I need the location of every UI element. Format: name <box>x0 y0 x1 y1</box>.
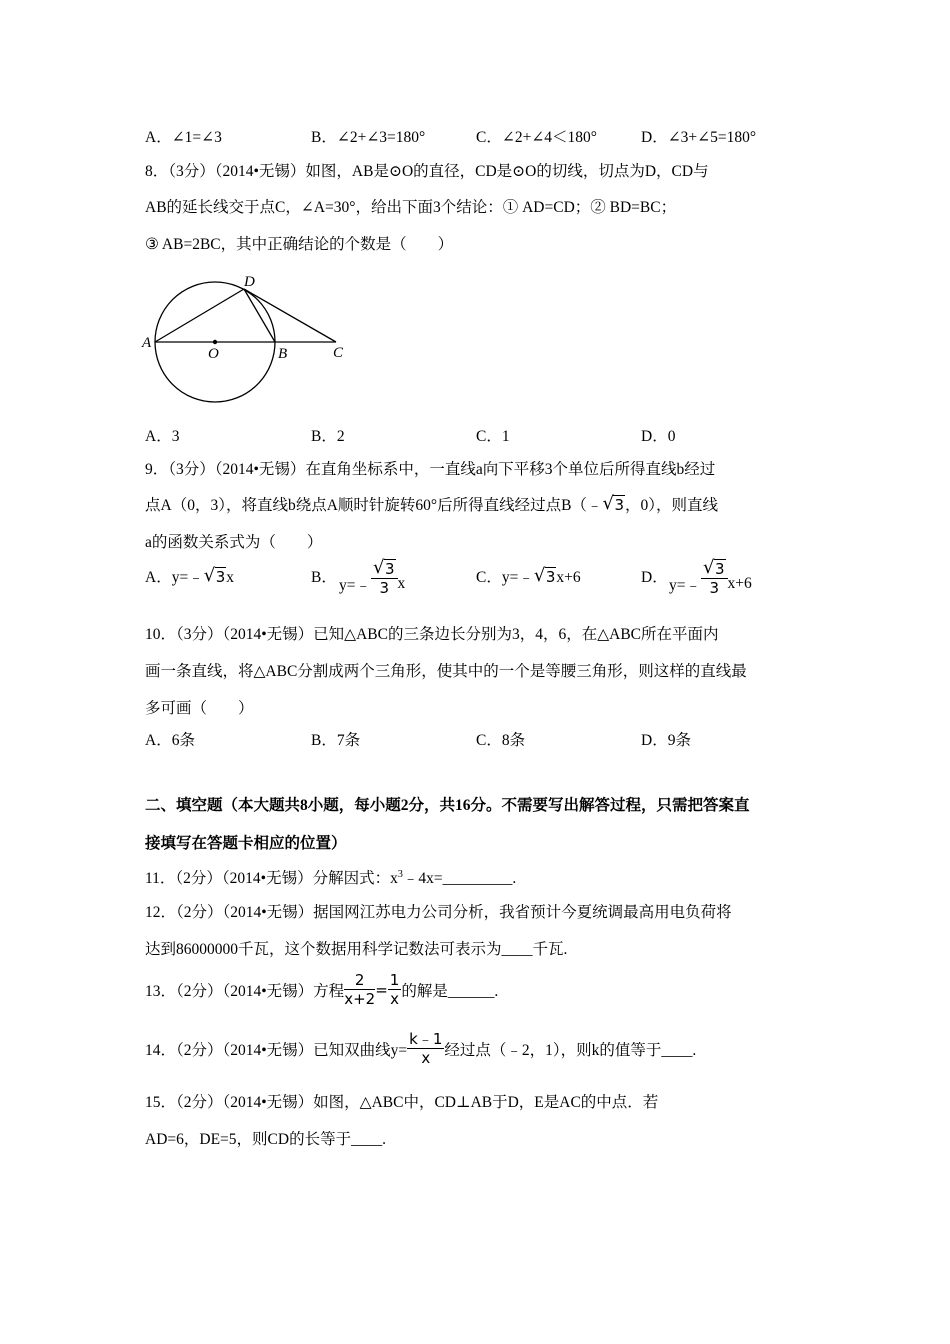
q11-line <box>145 866 516 888</box>
q9-option-c-sqrt-value: 3 <box>545 568 556 586</box>
q8-option-c: C．1 <box>476 428 510 445</box>
q7-option-b: B．∠2+∠3=180° <box>311 129 426 146</box>
q14-post: 经过点（﹣2，1），则k的值等于____. <box>444 1042 697 1059</box>
q13-fraction-2-den: x <box>390 990 399 1008</box>
q9-option-c-sqrt: √ 3 <box>533 565 556 586</box>
q9-option-b-fraction: √ 3 3 <box>371 562 398 596</box>
q8-option-b: B．2 <box>311 428 345 445</box>
q10-option-c: C．8条 <box>476 732 526 749</box>
section-2-heading-line-2: 接填写在答题卡相应的位置） <box>145 835 347 852</box>
q8-line-3: ③ AB=2BC，其中正确结论的个数是（ ） <box>145 236 454 253</box>
q11-pre: 11．（2分）（2014•无锡）分解因式：x <box>145 870 398 887</box>
q9-option-a-sqrt-value: 3 <box>215 568 226 586</box>
q9-option-d-den: 3 <box>709 579 720 597</box>
q12-line-2: 达到86000000千瓦，这个数据用科学记数法可表示为____千瓦. <box>145 941 568 958</box>
q9-option-c-post: x+6 <box>556 569 581 586</box>
q10-option-b: B．7条 <box>311 732 361 749</box>
q9-option-d-fraction: √ 3 3 <box>701 562 728 596</box>
q9-option-a-post: x <box>226 569 234 586</box>
q9-option-b-pre: y=﹣ <box>339 577 371 594</box>
q9-line-2-pre: 点A（0，3），将直线b绕点A顺时针旋转60°后所得直线经过点B（﹣ <box>145 497 603 514</box>
q15-line-2: AD=6，DE=5，则CD的长等于____. <box>145 1131 386 1148</box>
q9-sqrt-value: 3 <box>614 496 624 514</box>
line-dc <box>244 289 336 342</box>
q9-option-b-expr <box>339 557 406 597</box>
label-d: D <box>244 274 255 290</box>
q10-line-1: 10．（3分）（2014•无锡）已知△ABC的三条边长分别为3，4，6，在△ABC所在平面内 <box>145 626 719 643</box>
q13-pre: 13．（2分）（2014•无锡）方程 <box>145 983 345 1000</box>
q9-line-2-post: ，0），则直线 <box>624 497 718 514</box>
line-db <box>244 289 275 342</box>
q9-option-d-label: D． <box>641 569 668 586</box>
q9-line-1: 9．（3分）（2014•无锡）在直角坐标系中，一直线a向下平移3个单位后所得直线b经过 <box>145 461 716 478</box>
q14-fraction-num: k﹣1 <box>409 1030 443 1048</box>
q9-option-b-den: 3 <box>379 579 390 597</box>
q8-option-d: D．0 <box>641 428 676 445</box>
q9-option-c-label: C． <box>476 569 502 586</box>
q9-option-d-expr <box>669 557 752 597</box>
section-2-heading-line-1: 二、填空题（本大题共8小题，每小题2分，共16分。不需要写出解答过程，只需把答案直 <box>145 797 750 814</box>
q9-sqrt: √ 3 <box>602 493 624 514</box>
q13-fraction-1-den: x+2 <box>344 990 376 1008</box>
center-dot <box>213 340 217 344</box>
q10-option-a: A．6条 <box>145 732 195 749</box>
q9-option-b-num: 3 <box>385 560 395 578</box>
q10-option-d: D．9条 <box>641 732 691 749</box>
label-b: B <box>278 346 288 362</box>
q10-line-3: 多可画（ ） <box>145 700 254 717</box>
q11-exponent: 3 <box>397 868 403 880</box>
q9-option-a-label: A． <box>145 569 172 586</box>
q8-option-a: A．3 <box>145 428 180 445</box>
q9-option-d-post: x+6 <box>727 575 752 592</box>
q9-line-2 <box>145 493 718 515</box>
q9-option-a <box>145 565 234 587</box>
line-ad <box>155 289 244 342</box>
q8-circle-figure <box>140 268 360 403</box>
q9-option-b-post: x <box>397 575 406 592</box>
q7-option-d: D．∠3+∠5=180° <box>641 129 757 146</box>
q7-option-c: C．∠2+∠4＜180° <box>476 129 598 146</box>
q13-equals: = <box>375 981 388 999</box>
label-o: O <box>208 346 219 362</box>
q8-line-1: 8．（3分）（2014•无锡）如图，AB是⊙O的直径，CD是⊙O的切线，切点为D，CD与 <box>145 163 709 180</box>
q14-fraction <box>407 1032 444 1066</box>
q9-option-a-pre: y=﹣ <box>171 569 204 586</box>
q13-fraction-2 <box>388 973 402 1007</box>
q9-option-b-label: B． <box>311 569 337 586</box>
q13-fraction-1-num: 2 <box>344 973 375 990</box>
q10-line-2: 画一条直线，将△ABC分割成两个三角形，使其中的一个是等腰三角形，则这样的直线最 <box>145 663 747 680</box>
q9-option-c-pre: y=﹣ <box>501 569 534 586</box>
q9-option-a-sqrt: √ 3 <box>203 565 226 586</box>
q7-option-a: A．∠1=∠3 <box>145 129 222 146</box>
q8-line-2: AB的延长线交于点C，∠A=30°，给出下面3个结论：① AD=CD；② BD=BC； <box>145 199 677 216</box>
q12-line-1: 12．（2分）（2014•无锡）据国网江苏电力公司分析，我省预计今夏统调最高用电负荷将 <box>145 904 732 921</box>
q9-option-c <box>476 565 581 587</box>
q9-option-d-pre: y=﹣ <box>669 577 701 594</box>
q14-pre: 14．（2分）（2014•无锡）已知双曲线y= <box>145 1042 408 1059</box>
q9-option-d-num: 3 <box>715 560 725 578</box>
q14-fraction-den: x <box>421 1049 431 1067</box>
q13-fraction-1 <box>344 973 375 1007</box>
label-c: C <box>333 345 344 361</box>
label-a: A <box>142 335 152 351</box>
q11-post: ﹣4x=_________. <box>402 870 517 887</box>
q14-line <box>145 1032 696 1066</box>
q13-fraction-2-num: 1 <box>389 971 400 989</box>
q15-line-1: 15．（2分）（2014•无锡）如图，△ABC中，CD⊥AB于D，E是AC的中点．若 <box>145 1094 659 1111</box>
q13-line <box>145 973 498 1007</box>
q13-post: 的解是______. <box>401 983 499 1000</box>
q9-line-3: a的函数关系式为（ ） <box>145 534 323 551</box>
